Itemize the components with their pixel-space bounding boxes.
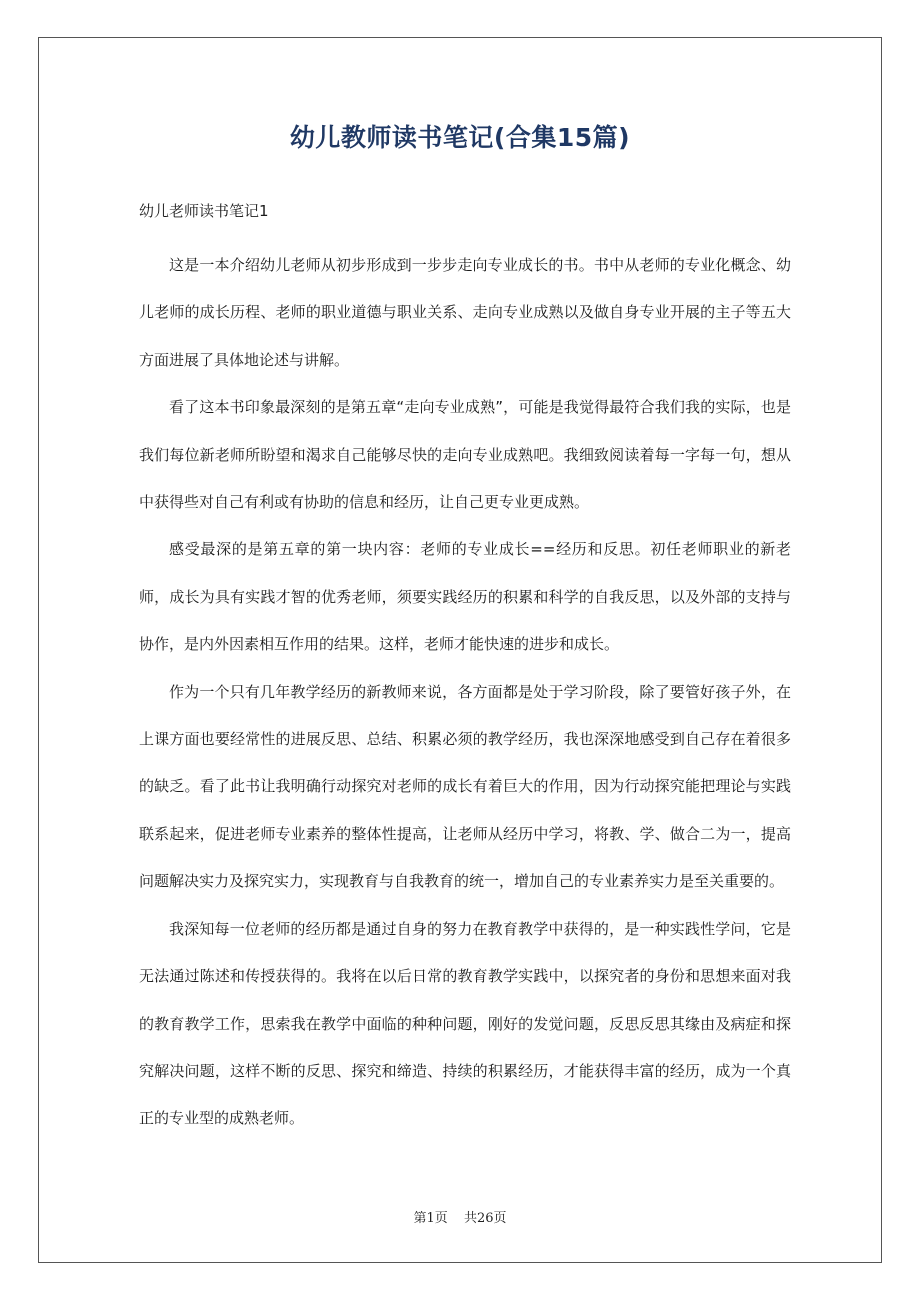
paragraph: 我深知每一位老师的经历都是通过自身的努力在教育教学中获得的，是一种实践性学问，它是无法通过陈述和传授获得的。我将在以后日常的教育教学实践中，以探究者的身份和思想来面对我的教育教学工作，思索我在教学中面临的种种问题，刚好的发觉问题，反思反思其缘由及病症和探究解决问题，这样不断的反思、探究和缔造、持续的积累经历，才能获得丰富的经历，成为一个真正的专业型的成熟老师。: [139, 919, 791, 1128]
document-title: 幼儿教师读书笔记(合集15篇): [289, 123, 631, 152]
paragraph: 感受最深的是第五章的第一块内容：老师的专业成长==经历和反思。初任老师职业的新老师，成长为具有实践才智的优秀老师，须要实践经历的积累和科学的自我反思，以及外部的支持与协作，是内外因素相互作用的结果。这样，老师才能快速的进步和成长。: [139, 540, 791, 654]
paragraph: 作为一个只有几年教学经历的新教师来说，各方面都是处于学习阶段，除了要管好孩子外，在上课方面也要经常性的进展反思、总结、积累必须的教学经历，我也深深地感受到自己存在着很多的缺乏。看了此书让我明确行动探究对老师的成长有着巨大的作用，因为行动探究能把理论与实践联系起来，促进老师专业素养的整体性提高，让老师从经历中学习，将教、学、做合二为一，提高问题解决实力及探究实力，实现教育与自我教育的统一，增加自己的专业素养实力是至关重要的。: [139, 682, 791, 891]
page-total: 共26页: [463, 1211, 507, 1226]
paragraph: 这是一本介绍幼儿老师从初步形成到一步步走向专业成长的书。书中从老师的专业化概念、幼儿老师的成长历程、老师的职业道德与职业关系、走向专业成熟以及做自身专业开展的主子等五大方面进展了具体地论述与讲解。: [139, 256, 791, 369]
paragraph: 看了这本书印象最深刻的是第五章“走向专业成熟”，可能是我觉得最符合我们我的实际，也是我们每位新老师所盼望和渴求自己能够尽快的走向专业成熟吧。我细致阅读着每一字每一句，想从中获得些对自己有利或有协助的信息和经历，让自己更专业更成熟。: [139, 398, 791, 512]
section-heading: 幼儿老师读书笔记1: [139, 202, 269, 220]
page-number: 第1页: [413, 1211, 448, 1226]
page-footer: [0, 1207, 920, 1226]
document-body: [139, 242, 791, 1143]
